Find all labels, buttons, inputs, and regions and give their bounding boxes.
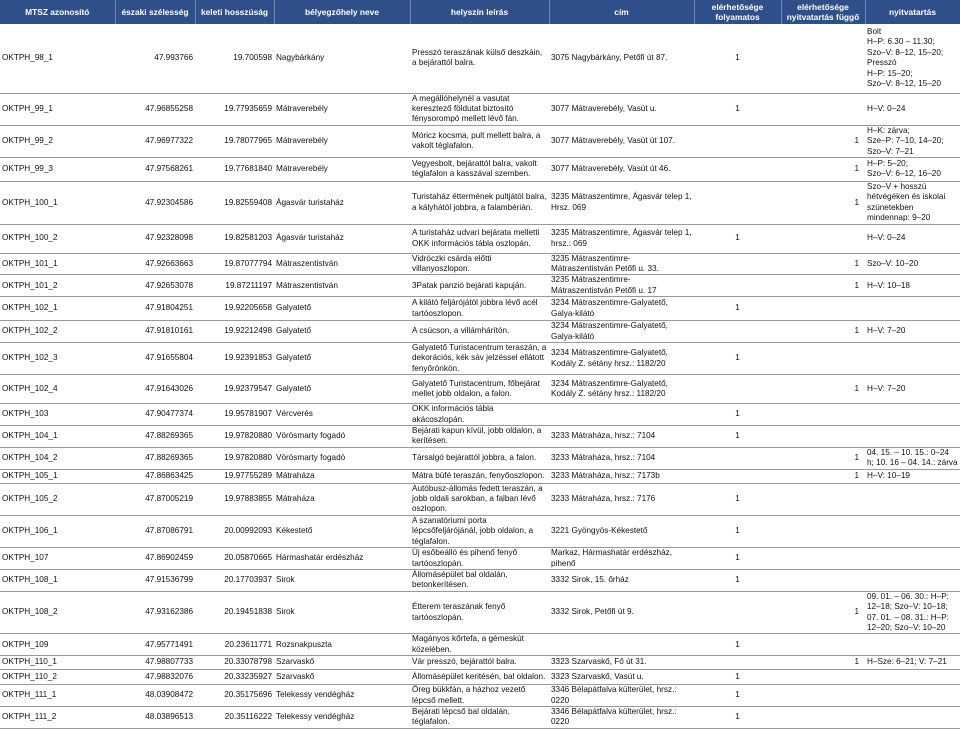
table-row <box>0 569 960 591</box>
row-name-cell: Mátraszentistván <box>274 275 410 297</box>
row-hours-dependent-cell <box>781 224 865 253</box>
row-name-cell: Telekessy vendégház <box>274 706 410 728</box>
row-name-cell: Nagybárkány <box>274 24 410 93</box>
row-id-cell: OKTPH_101_1 <box>0 253 115 275</box>
row-location-cell: Móricz kocsma, pult mellett balra, a vakolt téglafalon. <box>410 125 549 157</box>
row-name-cell: Galyatető <box>274 297 410 321</box>
row-hours-dependent-cell <box>781 548 865 570</box>
row-lat-cell: 47.98807733 <box>115 656 195 670</box>
row-address-cell: 3233 Mátraháza, hrsz.: 7173b <box>549 469 694 483</box>
row-location-cell: A megállóhelynél a vasutat keresztező földutat biztosító fénysorompó mellett lévő fán. <box>410 93 549 125</box>
row-continuous-cell <box>694 469 781 483</box>
row-hours-dependent-cell <box>781 685 865 707</box>
row-address-cell <box>549 634 694 656</box>
row-location-cell: Vegyesbolt, bejárattól balra, vakolt téglafalon a kasszával szemben. <box>410 157 549 181</box>
row-address-cell: Markaz, Hármashatár erdészház, pihenő <box>549 548 694 570</box>
table-row <box>0 483 960 515</box>
row-hours-dependent-cell <box>781 569 865 591</box>
row-id-cell: OKTPH_110_1 <box>0 656 115 670</box>
row-lat-cell: 48.03908472 <box>115 685 195 707</box>
row-name-cell: Mátraverebély <box>274 93 410 125</box>
row-opening-hours-cell: H–K: zárva; Sze–P: 7–10, 14–20; Szo–V: 7–21 <box>865 125 960 157</box>
row-lon-cell: 19.95781907 <box>195 404 274 426</box>
row-id-cell: OKTPH_111_1 <box>0 685 115 707</box>
row-id-cell: OKTPH_111_2 <box>0 706 115 728</box>
table-body <box>0 24 960 728</box>
table-row <box>0 253 960 275</box>
row-continuous-cell: 1 <box>694 404 781 426</box>
row-location-cell: 3Patak panzió bejárati kapuján. <box>410 275 549 297</box>
row-id-cell: OKTPH_108_1 <box>0 569 115 591</box>
row-name-cell: Szarvaskő <box>274 656 410 670</box>
row-lat-cell: 47.88269365 <box>115 447 195 469</box>
row-lon-cell: 19.78077965 <box>195 125 274 157</box>
row-address-cell: 3234 Mátraszentimre-Galyatető, Galya-kilátó <box>549 321 694 343</box>
row-location-cell: Étterem teraszának fenyő tartóoszlopán. <box>410 591 549 634</box>
row-hours-dependent-cell <box>781 343 865 375</box>
row-continuous-cell: 1 <box>694 634 781 656</box>
row-name-cell: Szarvaskő <box>274 670 410 685</box>
row-hours-dependent-cell: 1 <box>781 656 865 670</box>
row-lon-cell: 20.05870665 <box>195 548 274 570</box>
row-id-cell: OKTPH_106_1 <box>0 515 115 547</box>
table-row <box>0 426 960 448</box>
row-hours-dependent-cell: 1 <box>781 125 865 157</box>
row-continuous-cell <box>694 375 781 404</box>
row-lat-cell: 47.91655804 <box>115 343 195 375</box>
row-continuous-cell <box>694 591 781 634</box>
row-opening-hours-cell: H–P: 5–20; Szo–V: 6–12, 16–20 <box>865 157 960 181</box>
table-row <box>0 343 960 375</box>
row-continuous-cell <box>694 125 781 157</box>
row-location-cell: Autóbusz-állomás fedett teraszán, a jobb oldali sarokban, a falban lévő oszlopon. <box>410 483 549 515</box>
row-lat-cell: 47.92304586 <box>115 181 195 224</box>
col-header-hours-dependent: elérhetősége nyitvatartás függő <box>781 0 865 24</box>
row-address-cell: 3235 Mátraszentimre-Mátraszentistván Petőfi u. 17 <box>549 275 694 297</box>
row-opening-hours-cell <box>865 670 960 685</box>
row-name-cell: Rozsnakpuszta <box>274 634 410 656</box>
row-id-cell: OKTPH_108_2 <box>0 591 115 634</box>
row-location-cell: Új esőbeálló és pihenő fenyő tartóoszlopán. <box>410 548 549 570</box>
row-location-cell: Presszó teraszának külső deszkáin, a bejárattól balra. <box>410 24 549 93</box>
row-opening-hours-cell <box>865 569 960 591</box>
row-opening-hours-cell <box>865 706 960 728</box>
row-name-cell: Mátraszentistván <box>274 253 410 275</box>
row-opening-hours-cell: H–V: 7–20 <box>865 321 960 343</box>
table-row <box>0 321 960 343</box>
row-opening-hours-cell: Szo–V + hosszú hétvégéken és iskolai szünetekben mindennap: 9–20 <box>865 181 960 224</box>
row-lat-cell: 47.96855258 <box>115 93 195 125</box>
col-header-lat: északi szélesség <box>115 0 195 24</box>
row-id-cell: OKTPH_99_3 <box>0 157 115 181</box>
row-address-cell: 3077 Mátraverebély, Vasút út 107. <box>549 125 694 157</box>
row-lon-cell: 20.23611771 <box>195 634 274 656</box>
row-opening-hours-cell: H–V: 10–19 <box>865 469 960 483</box>
row-opening-hours-cell: H–V: 0–24 <box>865 224 960 253</box>
row-hours-dependent-cell <box>781 24 865 93</box>
row-location-cell: Bejárati kapun kívül, jobb oldalon, a kerítésen. <box>410 426 549 448</box>
row-hours-dependent-cell: 1 <box>781 447 865 469</box>
row-lon-cell: 19.97755289 <box>195 469 274 483</box>
row-continuous-cell: 1 <box>694 224 781 253</box>
row-lat-cell: 47.91643026 <box>115 375 195 404</box>
row-id-cell: OKTPH_102_2 <box>0 321 115 343</box>
row-address-cell: 3346 Bélapátfalva külterület, hrsz.: 0220 <box>549 706 694 728</box>
col-header-name: bélyegzőhely neve <box>274 0 410 24</box>
table-row <box>0 297 960 321</box>
row-opening-hours-cell <box>865 426 960 448</box>
row-opening-hours-cell: 09. 01. – 06. 30.: H–P: 12–18; Szo–V: 10–18; 07. 01. – 08. 31.: H–P: 12–20; Szo–V: 10–20 <box>865 591 960 634</box>
row-location-cell: Állomásépület keritésén, bal oldalon. <box>410 670 549 685</box>
row-opening-hours-cell <box>865 297 960 321</box>
row-hours-dependent-cell <box>781 297 865 321</box>
table-row <box>0 670 960 685</box>
row-location-cell: Turistaház éttermének pultjától balra, a kályhától jobbra, a falambérián. <box>410 181 549 224</box>
col-header-continuous: elérhetősége folyamatos <box>694 0 781 24</box>
row-location-cell: Állomásépület bal oldalán, betonkerítésen. <box>410 569 549 591</box>
row-hours-dependent-cell: 1 <box>781 157 865 181</box>
table-row <box>0 447 960 469</box>
row-id-cell: OKTPH_110_2 <box>0 670 115 685</box>
row-hours-dependent-cell: 1 <box>781 253 865 275</box>
row-id-cell: OKTPH_101_2 <box>0 275 115 297</box>
col-header-address: cím <box>549 0 694 24</box>
row-continuous-cell: 1 <box>694 343 781 375</box>
row-lat-cell: 48.03896513 <box>115 706 195 728</box>
row-continuous-cell: 1 <box>694 569 781 591</box>
table-row <box>0 275 960 297</box>
row-id-cell: OKTPH_102_4 <box>0 375 115 404</box>
row-opening-hours-cell: H–Sze: 6–21; V: 7–21 <box>865 656 960 670</box>
row-lat-cell: 47.96977322 <box>115 125 195 157</box>
row-name-cell: Vörösmarty fogadó <box>274 426 410 448</box>
row-lat-cell: 47.993766 <box>115 24 195 93</box>
row-continuous-cell <box>694 253 781 275</box>
row-lon-cell: 20.33235927 <box>195 670 274 685</box>
row-opening-hours-cell <box>865 685 960 707</box>
row-lat-cell: 47.86863425 <box>115 469 195 483</box>
row-address-cell: 3077 Mátraverebély, Vasút u. <box>549 93 694 125</box>
row-hours-dependent-cell: 1 <box>781 469 865 483</box>
row-lon-cell: 19.97820880 <box>195 426 274 448</box>
row-location-cell: A csúcson, a villámhárítón. <box>410 321 549 343</box>
row-location-cell: Magányos kőrtefa, a gémeskút közelében. <box>410 634 549 656</box>
table-row <box>0 157 960 181</box>
row-lat-cell: 47.87005219 <box>115 483 195 515</box>
row-location-cell: Bejárati lépcső bal oldalán, téglafalon. <box>410 706 549 728</box>
row-lon-cell: 20.19451838 <box>195 591 274 634</box>
row-hours-dependent-cell <box>781 483 865 515</box>
row-continuous-cell: 1 <box>694 670 781 685</box>
row-continuous-cell: 1 <box>694 515 781 547</box>
row-name-cell: Mátraverebély <box>274 157 410 181</box>
row-address-cell: 3233 Mátraháza, hrsz.: 7104 <box>549 426 694 448</box>
row-continuous-cell: 1 <box>694 426 781 448</box>
row-id-cell: OKTPH_107 <box>0 548 115 570</box>
row-lon-cell: 19.87211197 <box>195 275 274 297</box>
row-hours-dependent-cell: 1 <box>781 375 865 404</box>
row-continuous-cell: 1 <box>694 706 781 728</box>
row-name-cell: Ágasvár turistaház <box>274 224 410 253</box>
row-hours-dependent-cell: 1 <box>781 181 865 224</box>
row-opening-hours-cell <box>865 343 960 375</box>
table-row <box>0 515 960 547</box>
col-header-opening-hours: nyitvatartás <box>865 0 960 24</box>
row-name-cell: Hármashatár erdészház <box>274 548 410 570</box>
row-lat-cell: 47.92328098 <box>115 224 195 253</box>
row-address-cell: 3221 Gyöngyös-Kékestető <box>549 515 694 547</box>
row-name-cell: Vörösmarty fogadó <box>274 447 410 469</box>
table-row <box>0 375 960 404</box>
row-hours-dependent-cell: 1 <box>781 275 865 297</box>
table-row <box>0 224 960 253</box>
row-lat-cell: 47.91804251 <box>115 297 195 321</box>
row-continuous-cell: 1 <box>694 483 781 515</box>
table-row <box>0 656 960 670</box>
row-continuous-cell: 1 <box>694 548 781 570</box>
row-address-cell: 3075 Nagybárkány, Petőfi út 87. <box>549 24 694 93</box>
row-id-cell: OKTPH_105_1 <box>0 469 115 483</box>
row-opening-hours-cell: H–V: 10–18 <box>865 275 960 297</box>
row-name-cell: Sirok <box>274 591 410 634</box>
row-opening-hours-cell: 04. 15. – 10. 15.: 0–24 h; 10. 16 – 04. 14.: zárva <box>865 447 960 469</box>
row-opening-hours-cell <box>865 404 960 426</box>
col-header-lon: keleti hosszúság <box>195 0 274 24</box>
row-hours-dependent-cell: 1 <box>781 591 865 634</box>
row-opening-hours-cell: Szo–V: 10–20 <box>865 253 960 275</box>
table-row <box>0 181 960 224</box>
row-id-cell: OKTPH_104_1 <box>0 426 115 448</box>
row-lat-cell: 47.92663663 <box>115 253 195 275</box>
row-address-cell: 3077 Mátraverebély, Vasút út 46. <box>549 157 694 181</box>
row-opening-hours-cell <box>865 483 960 515</box>
row-lat-cell: 47.86902459 <box>115 548 195 570</box>
row-location-cell: Vár presszó, bejárattól balra. <box>410 656 549 670</box>
row-location-cell: Öreg bükkfán, a házhoz vezető lépcső mellett. <box>410 685 549 707</box>
row-address-cell: 3332 Sirok, 15. őrház <box>549 569 694 591</box>
row-name-cell: Ágasvár turistaház <box>274 181 410 224</box>
row-name-cell: Galyatető <box>274 343 410 375</box>
row-id-cell: OKTPH_102_3 <box>0 343 115 375</box>
row-location-cell: Galyatető Turistacentrum teraszán, a dekorációs, kék sáv jelzéssel ellátott fenyőrönkön. <box>410 343 549 375</box>
row-continuous-cell <box>694 157 781 181</box>
row-opening-hours-cell: Bolt H–P: 6.30 – 11.30; Szo–V: 8–12, 15–20; Presszó H–P: 15–20; Szo–V: 8–12, 15–20 <box>865 24 960 93</box>
row-id-cell: OKTPH_100_1 <box>0 181 115 224</box>
row-lon-cell: 19.97820880 <box>195 447 274 469</box>
table-row <box>0 685 960 707</box>
table-row <box>0 634 960 656</box>
row-hours-dependent-cell <box>781 670 865 685</box>
table-row <box>0 591 960 634</box>
row-lat-cell: 47.90477374 <box>115 404 195 426</box>
table-header <box>0 0 960 24</box>
row-hours-dependent-cell <box>781 515 865 547</box>
row-id-cell: OKTPH_98_1 <box>0 24 115 93</box>
row-address-cell: 3235 Mátraszentimre-Mátraszentistván Petőfi u. 33. <box>549 253 694 275</box>
row-name-cell: Galyatető <box>274 321 410 343</box>
row-continuous-cell <box>694 181 781 224</box>
row-lon-cell: 20.33078798 <box>195 656 274 670</box>
row-address-cell: 3234 Mátraszentimre-Galyatető, Kodály Z. sétány hrsz.: 1182/20 <box>549 375 694 404</box>
row-hours-dependent-cell <box>781 404 865 426</box>
row-continuous-cell: 1 <box>694 297 781 321</box>
row-lat-cell: 47.91536799 <box>115 569 195 591</box>
row-location-cell: Társalgó bejárattól jobbra, a falon. <box>410 447 549 469</box>
row-address-cell: 3323 Szarvaskő, Vasút u. <box>549 670 694 685</box>
row-lat-cell: 47.87086791 <box>115 515 195 547</box>
row-lat-cell: 47.95771491 <box>115 634 195 656</box>
row-lon-cell: 20.17703937 <box>195 569 274 591</box>
row-continuous-cell <box>694 656 781 670</box>
row-name-cell: Vércverés <box>274 404 410 426</box>
row-hours-dependent-cell <box>781 93 865 125</box>
row-location-cell: Vidróczki csárda előtti villanyoszlopon. <box>410 253 549 275</box>
row-address-cell: 3332 Sirok, Petőfi út 9. <box>549 591 694 634</box>
row-lon-cell: 19.82559408 <box>195 181 274 224</box>
row-continuous-cell <box>694 447 781 469</box>
row-opening-hours-cell <box>865 548 960 570</box>
row-lon-cell: 20.35116222 <box>195 706 274 728</box>
row-id-cell: OKTPH_105_2 <box>0 483 115 515</box>
row-location-cell: A szanatóriumi porta lépcsőfeljárójánál, jobb oldalon, a téglafalon. <box>410 515 549 547</box>
row-address-cell: 3323 Szarvaskő, Fő út 31. <box>549 656 694 670</box>
row-name-cell: Mátraháza <box>274 483 410 515</box>
row-address-cell: 3235 Mátraszentimre, Ágasvár telep 1, hrsz.: 069 <box>549 224 694 253</box>
row-id-cell: OKTPH_102_1 <box>0 297 115 321</box>
row-lon-cell: 19.77935659 <box>195 93 274 125</box>
row-hours-dependent-cell <box>781 634 865 656</box>
row-name-cell: Kékestető <box>274 515 410 547</box>
row-continuous-cell: 1 <box>694 24 781 93</box>
row-address-cell: 3234 Mátraszentimre-Galyatető, Kodály Z. sétány hrsz.: 1182/20 <box>549 343 694 375</box>
row-address-cell: 3233 Mátraháza, hrsz.: 7176 <box>549 483 694 515</box>
row-name-cell: Mátraháza <box>274 469 410 483</box>
row-address-cell: 3234 Mátraszentimre-Galyatető, Galya-kilátó <box>549 297 694 321</box>
row-name-cell: Galyatető <box>274 375 410 404</box>
row-name-cell: Mátraverebély <box>274 125 410 157</box>
row-lat-cell: 47.92653078 <box>115 275 195 297</box>
row-lon-cell: 20.35175696 <box>195 685 274 707</box>
row-continuous-cell <box>694 321 781 343</box>
table-row <box>0 548 960 570</box>
row-address-cell: 3346 Bélapátfalva külterület, hrsz.: 0220 <box>549 685 694 707</box>
row-lon-cell: 19.92391853 <box>195 343 274 375</box>
table-row <box>0 469 960 483</box>
row-address-cell: 3233 Mátraháza, hrsz.: 7104 <box>549 447 694 469</box>
row-lat-cell: 47.97568261 <box>115 157 195 181</box>
row-lat-cell: 47.88269365 <box>115 426 195 448</box>
table-row <box>0 93 960 125</box>
table-row <box>0 706 960 728</box>
row-opening-hours-cell: H–V: 0–24 <box>865 93 960 125</box>
table-row <box>0 404 960 426</box>
row-opening-hours-cell <box>865 515 960 547</box>
row-continuous-cell: 1 <box>694 685 781 707</box>
row-hours-dependent-cell: 1 <box>781 321 865 343</box>
row-lat-cell: 47.93162386 <box>115 591 195 634</box>
col-header-id: MTSZ azonosító <box>0 0 115 24</box>
row-location-cell: A kilátó feljárójától jobbra lévő acél tartóoszlopon. <box>410 297 549 321</box>
row-id-cell: OKTPH_109 <box>0 634 115 656</box>
row-location-cell: A turistaház udvari bejárata melletti OKK információs tábla oszlopán. <box>410 224 549 253</box>
row-lon-cell: 19.92205658 <box>195 297 274 321</box>
row-address-cell: 3235 Mátraszentimre, Ágasvár telep 1, Hrsz. 069 <box>549 181 694 224</box>
row-lon-cell: 19.77681840 <box>195 157 274 181</box>
row-name-cell: Sirok <box>274 569 410 591</box>
row-lon-cell: 20.00992093 <box>195 515 274 547</box>
row-hours-dependent-cell <box>781 426 865 448</box>
row-opening-hours-cell <box>865 634 960 656</box>
row-name-cell: Telekessy vendégház <box>274 685 410 707</box>
row-location-cell: Galyatető Turistacentrum, főbejárat mellet jobb oldalon, a falon. <box>410 375 549 404</box>
row-lon-cell: 19.700598 <box>195 24 274 93</box>
row-continuous-cell <box>694 275 781 297</box>
row-lon-cell: 19.92379547 <box>195 375 274 404</box>
row-lon-cell: 19.92212498 <box>195 321 274 343</box>
table-row <box>0 125 960 157</box>
row-lon-cell: 19.97883855 <box>195 483 274 515</box>
row-id-cell: OKTPH_104_2 <box>0 447 115 469</box>
row-lon-cell: 19.82581203 <box>195 224 274 253</box>
row-continuous-cell: 1 <box>694 93 781 125</box>
table-row <box>0 24 960 93</box>
row-lat-cell: 47.98832076 <box>115 670 195 685</box>
row-id-cell: OKTPH_103 <box>0 404 115 426</box>
row-opening-hours-cell: H–V: 7–20 <box>865 375 960 404</box>
row-lon-cell: 19.87077794 <box>195 253 274 275</box>
row-id-cell: OKTPH_100_2 <box>0 224 115 253</box>
row-hours-dependent-cell <box>781 706 865 728</box>
row-id-cell: OKTPH_99_2 <box>0 125 115 157</box>
row-id-cell: OKTPH_99_1 <box>0 93 115 125</box>
row-location-cell: OKK információs tábla akácoszlopán. <box>410 404 549 426</box>
row-location-cell: Mátra büfé teraszán, fenyőoszlopon. <box>410 469 549 483</box>
row-address-cell <box>549 404 694 426</box>
row-lat-cell: 47.91810161 <box>115 321 195 343</box>
col-header-location: helyszín leírás <box>410 0 549 24</box>
